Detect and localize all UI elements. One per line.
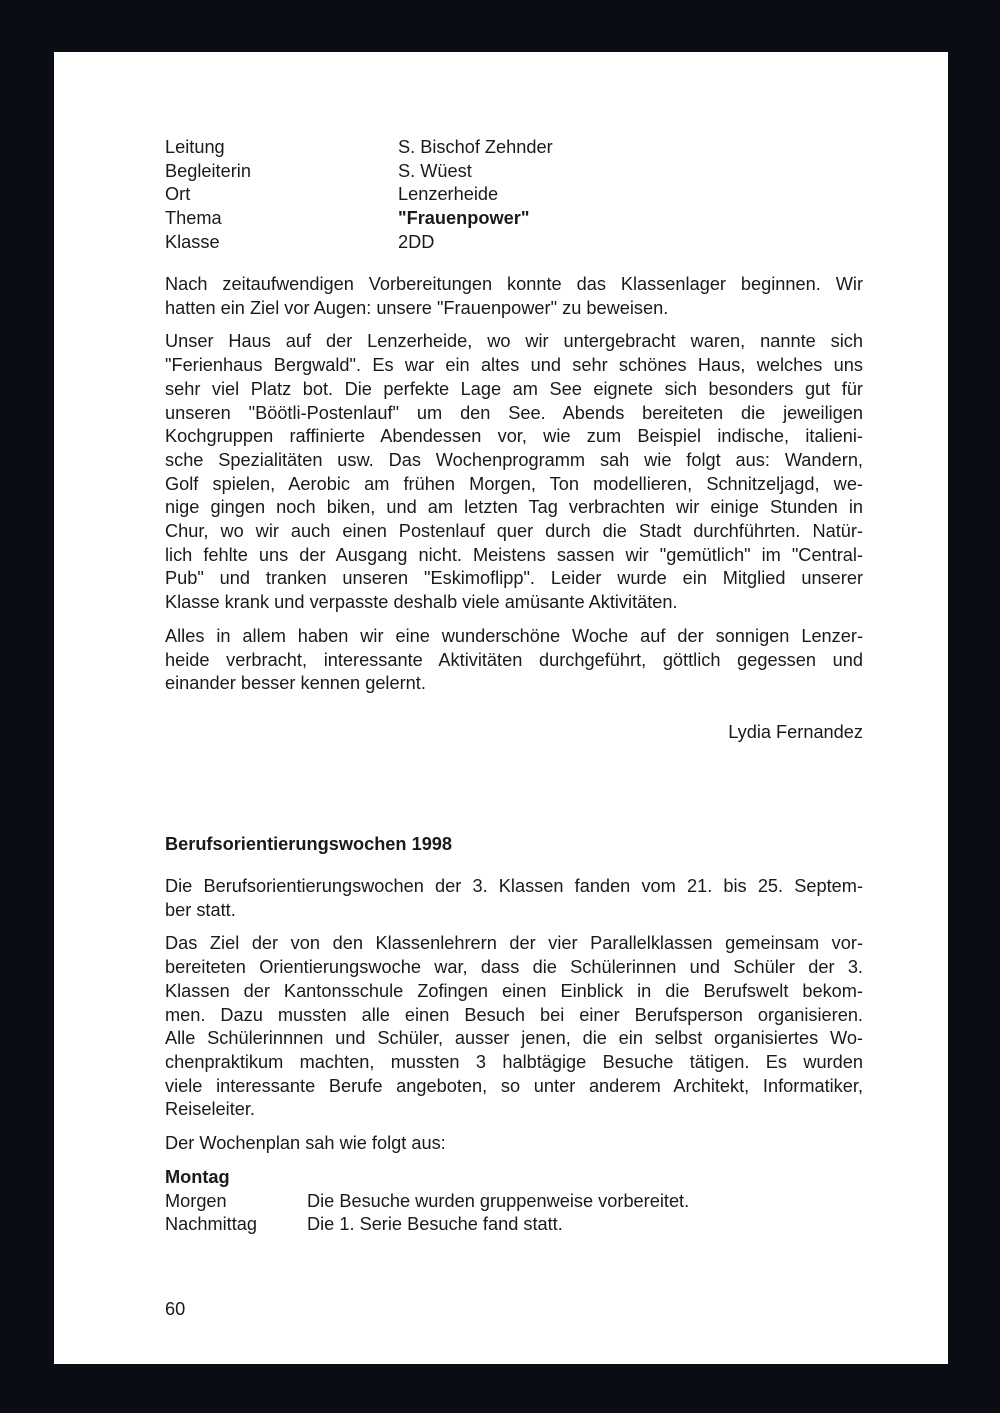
text-line: Kochgruppen raffinierte Abendessen vor, wie zum Beispiel indische, italieni-	[165, 426, 863, 447]
text-line: sche Spezialitäten usw. Das Wochenprogramm sah wie folgt aus: Wandern,	[165, 449, 863, 470]
info-table	[165, 136, 863, 255]
info-row	[165, 160, 863, 184]
text-line: men. Dazu mussten alle einen Besuch bei einer Berufsperson organisieren.	[165, 1004, 863, 1025]
day-heading: Montag	[165, 1167, 230, 1187]
info-label: Thema	[165, 208, 222, 229]
text-line: heide verbracht, interessante Aktivitäten durchgeführt, göttlich gegessen und	[165, 649, 863, 670]
info-label: Leitung	[165, 137, 225, 157]
info-label: Klasse	[165, 231, 220, 252]
text-line: Klassen der Kantonsschule Zofingen einen Einblick in die Berufswelt bekom-	[165, 980, 863, 1001]
info-row	[165, 136, 863, 160]
text-line: Unser Haus auf der Lenzerheide, wo wir untergebracht waren, nannte sich	[165, 331, 863, 352]
text-line: Chur, wo wir auch einen Postenlauf quer durch die Stadt durchführten. Natür-	[165, 521, 863, 542]
text-line: Alles in allem haben wir eine wunderschöne Woche auf der sonnigen Lenzer-	[165, 625, 863, 646]
text-line: Reiseleiter.	[165, 1099, 255, 1120]
paragraph	[165, 875, 863, 922]
paragraph	[165, 273, 863, 320]
info-row	[165, 231, 863, 255]
text-line: Alle Schülerinnnen und Schüler, ausser jenen, die ein selbst organisiertes Wo-	[165, 1028, 863, 1049]
page-number: 60	[165, 1299, 186, 1319]
author: Lydia Fernandez	[728, 722, 863, 742]
text-line: bereiteten Orientierungswoche war, dass die Schülerinnen und Schüler der 3.	[165, 957, 863, 978]
article1-body	[165, 273, 863, 696]
document-page	[54, 52, 948, 1364]
paragraph	[165, 625, 863, 696]
schedule	[165, 1166, 863, 1237]
text-line: Das Ziel der von den Klassenlehrern der vier Parallelklassen gemeinsam vor-	[165, 933, 863, 954]
text-line: lich fehlte uns der Ausgang nicht. Meistens sassen wir "gemütlich" im "Central-	[165, 544, 863, 565]
schedule-text: Die 1. Serie Besuche fand statt.	[307, 1214, 563, 1235]
schedule-time: Nachmittag	[165, 1214, 257, 1235]
paragraph	[165, 1132, 863, 1156]
info-row	[165, 207, 863, 231]
text-line: Pub" und tranken unseren "Eskimoflipp". Leider wurde ein Mitglied unserer	[165, 568, 863, 589]
info-value: S. Wüest	[398, 160, 472, 181]
text-line: Der Wochenplan sah wie folgt aus:	[165, 1133, 446, 1154]
schedule-row	[165, 1213, 863, 1237]
paragraph	[165, 330, 863, 614]
text-line: sehr viel Platz bot. Die perfekte Lage am See eignete sich besonders gut für	[165, 378, 863, 399]
info-row	[165, 183, 863, 207]
info-value: Lenzerheide	[398, 184, 499, 205]
info-label: Begleiterin	[165, 160, 251, 181]
text-line: Die Berufsorientierungswochen der 3. Klassen fanden vom 21. bis 25. Septem-	[165, 876, 863, 896]
text-line: chenpraktikum machten, mussten 3 halbtägige Besuche tätigen. Es wurden	[165, 1051, 863, 1072]
info-value: S. Bischof Zehnder	[398, 137, 553, 157]
text-line: hatten ein Ziel vor Augen: unsere "Frauenpower" zu beweisen.	[165, 297, 669, 318]
text-line: Nach zeitaufwendigen Vorbereitungen konnte das Klassenlager beginnen. Wir	[165, 274, 863, 294]
text-line: Klasse krank und verpasste deshalb viele amüsante Aktivitäten.	[165, 592, 678, 613]
schedule-time: Morgen	[165, 1190, 227, 1211]
text-line: einander besser kennen gelernt.	[165, 673, 426, 694]
text-line: Golf spielen, Aerobic am frühen Morgen, Ton modellieren, Schnitzeljagd, we-	[165, 473, 863, 494]
text-line: "Ferienhaus Bergwald". Es war ein altes und sehr schönes Haus, welches uns	[165, 355, 863, 376]
info-value: 2DD	[398, 231, 435, 252]
schedule-text: Die Besuche wurden gruppenweise vorbereitet.	[307, 1190, 690, 1211]
text-line: nige gingen noch biken, und am letzten Tag verbrachten wir einige Stunden in	[165, 497, 863, 518]
info-label: Ort	[165, 184, 191, 205]
text-line: viele interessante Berufe angeboten, so unter anderem Architekt, Informatiker,	[165, 1075, 863, 1096]
paragraph	[165, 932, 863, 1122]
info-value: "Frauenpower"	[398, 208, 530, 229]
text-line: ber statt.	[165, 899, 236, 920]
article2-body	[165, 875, 863, 1156]
section-heading: Berufsorientierungswochen 1998	[165, 834, 453, 854]
schedule-row	[165, 1190, 863, 1214]
text-line: unseren "Böötli-Postenlauf" um den See. Abends bereiteten die jeweiligen	[165, 402, 863, 423]
